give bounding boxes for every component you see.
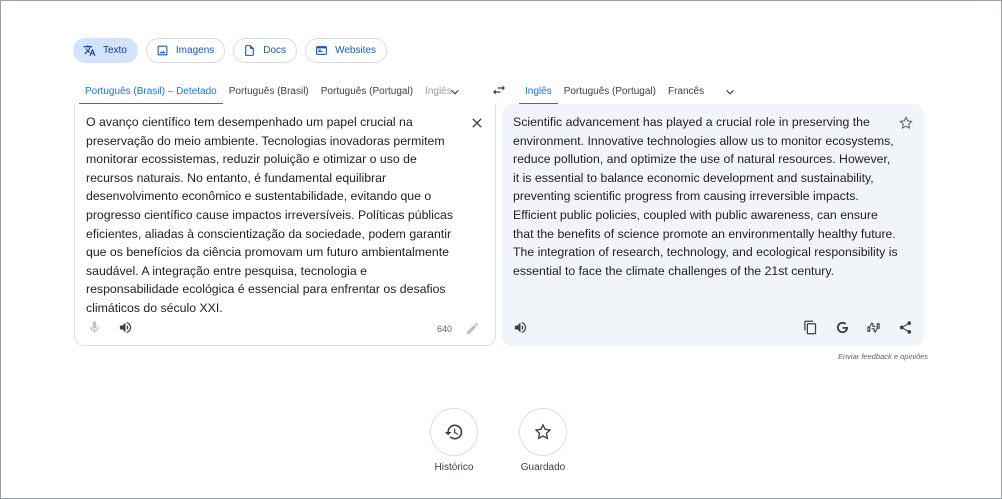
history-label: Histórico [434, 462, 474, 473]
website-icon [315, 44, 328, 57]
saved-button[interactable] [519, 408, 567, 456]
share-icon [898, 320, 913, 335]
source-lang-pt-pt[interactable]: Português (Portugal) [320, 86, 414, 97]
source-lang-pt-br[interactable]: Português (Brasil) [228, 86, 309, 97]
tab-texto[interactable] [73, 38, 138, 63]
tab-imagens-label: Imagens [175, 45, 215, 56]
translate-icon [83, 44, 96, 57]
edit-button[interactable] [463, 319, 481, 337]
tab-imagens[interactable] [146, 38, 225, 63]
rate-translation-button[interactable] [864, 318, 882, 336]
listen-translation-button[interactable] [511, 318, 529, 336]
copy-translation-button[interactable] [801, 318, 819, 336]
history-icon [444, 422, 464, 442]
tab-websites-label: Websites [335, 45, 377, 56]
saved-label: Guardado [520, 462, 566, 473]
translated-text: Scientific advancement has played a crucial role in preserving the environment. Innovative technologies allow us to monitor ecosystems, reduce pollution, and optimize the use of natural resources. However, it is essential to balance economic development and sustainability, preventing scientific progress from causing irreversible impacts. Efficient public policies, coupled with public awareness, can ensure that the benefits of science promote an environmentally healthy future. The integration of research, technology, and ecological responsibility is essential to face the climate challenges of the 21st century. [513, 115, 898, 278]
star-icon [898, 115, 914, 131]
history-item[interactable] [419, 408, 489, 473]
tab-docs[interactable] [233, 38, 297, 63]
character-count: 640 [437, 324, 453, 334]
target-lang-pt-pt[interactable]: Português (Portugal) [563, 86, 656, 97]
pencil-icon [465, 321, 480, 336]
star-icon [533, 422, 553, 442]
speaker-icon [118, 320, 133, 335]
send-feedback-link[interactable]: Enviar feedback e opiniões [838, 352, 929, 361]
speaker-icon [513, 320, 528, 335]
copy-icon [803, 320, 818, 335]
target-panel [502, 104, 924, 346]
target-language-bar [519, 78, 742, 105]
tab-docs-label: Docs [263, 45, 287, 56]
google-icon [835, 320, 850, 335]
swap-languages-button[interactable] [489, 80, 509, 100]
history-button[interactable] [430, 408, 478, 456]
save-translation-button[interactable] [898, 115, 914, 131]
tab-websites[interactable] [305, 38, 387, 63]
microphone-icon [87, 320, 102, 335]
target-lang-more-button[interactable] [718, 78, 742, 105]
image-icon [156, 44, 169, 57]
source-text-input[interactable]: O avanço científico tem desempenhado um papel crucial na preservação do meio ambiente. Tecnologias inovadoras permitem monitorar ecossistemas, reduzir poluição e otimizar o uso de recursos naturais. No entanto, é fundamental equilibrar desenvolvimento econômico e sustentabilidade, evitando que o progresso científico cause impactos irreversíveis. Políticas públicas eficientes, aliadas à conscientização da sociedade, podem garantir que os benefícios da ciência promovam um futuro ambientalmente saudável. A integração entre pesquisa, tecnologia e responsabilidade ecológica é essencial para enfrentar os desafios climáticos do século XXI. [86, 115, 454, 315]
saved-item[interactable] [508, 408, 578, 473]
source-lang-en[interactable]: Inglês [425, 86, 452, 97]
swap-icon [491, 82, 507, 98]
target-lang-fr[interactable]: Francês [667, 86, 705, 97]
mode-tabs [73, 38, 387, 63]
source-language-bar [79, 78, 467, 105]
share-button[interactable] [896, 318, 914, 336]
source-lang-detected[interactable]: Português (Brasil) – Detetado [79, 78, 223, 105]
google-search-button[interactable] [833, 318, 851, 336]
rate-icon [866, 320, 881, 335]
chevron-down-icon [723, 85, 737, 99]
source-panel [74, 104, 496, 346]
target-lang-en[interactable]: Inglês [519, 78, 558, 105]
tab-texto-label: Texto [103, 45, 127, 56]
listen-source-button[interactable] [116, 318, 134, 336]
microphone-button[interactable] [85, 318, 103, 336]
document-icon [243, 44, 256, 57]
clear-source-button[interactable] [469, 115, 485, 131]
close-icon [469, 115, 485, 131]
